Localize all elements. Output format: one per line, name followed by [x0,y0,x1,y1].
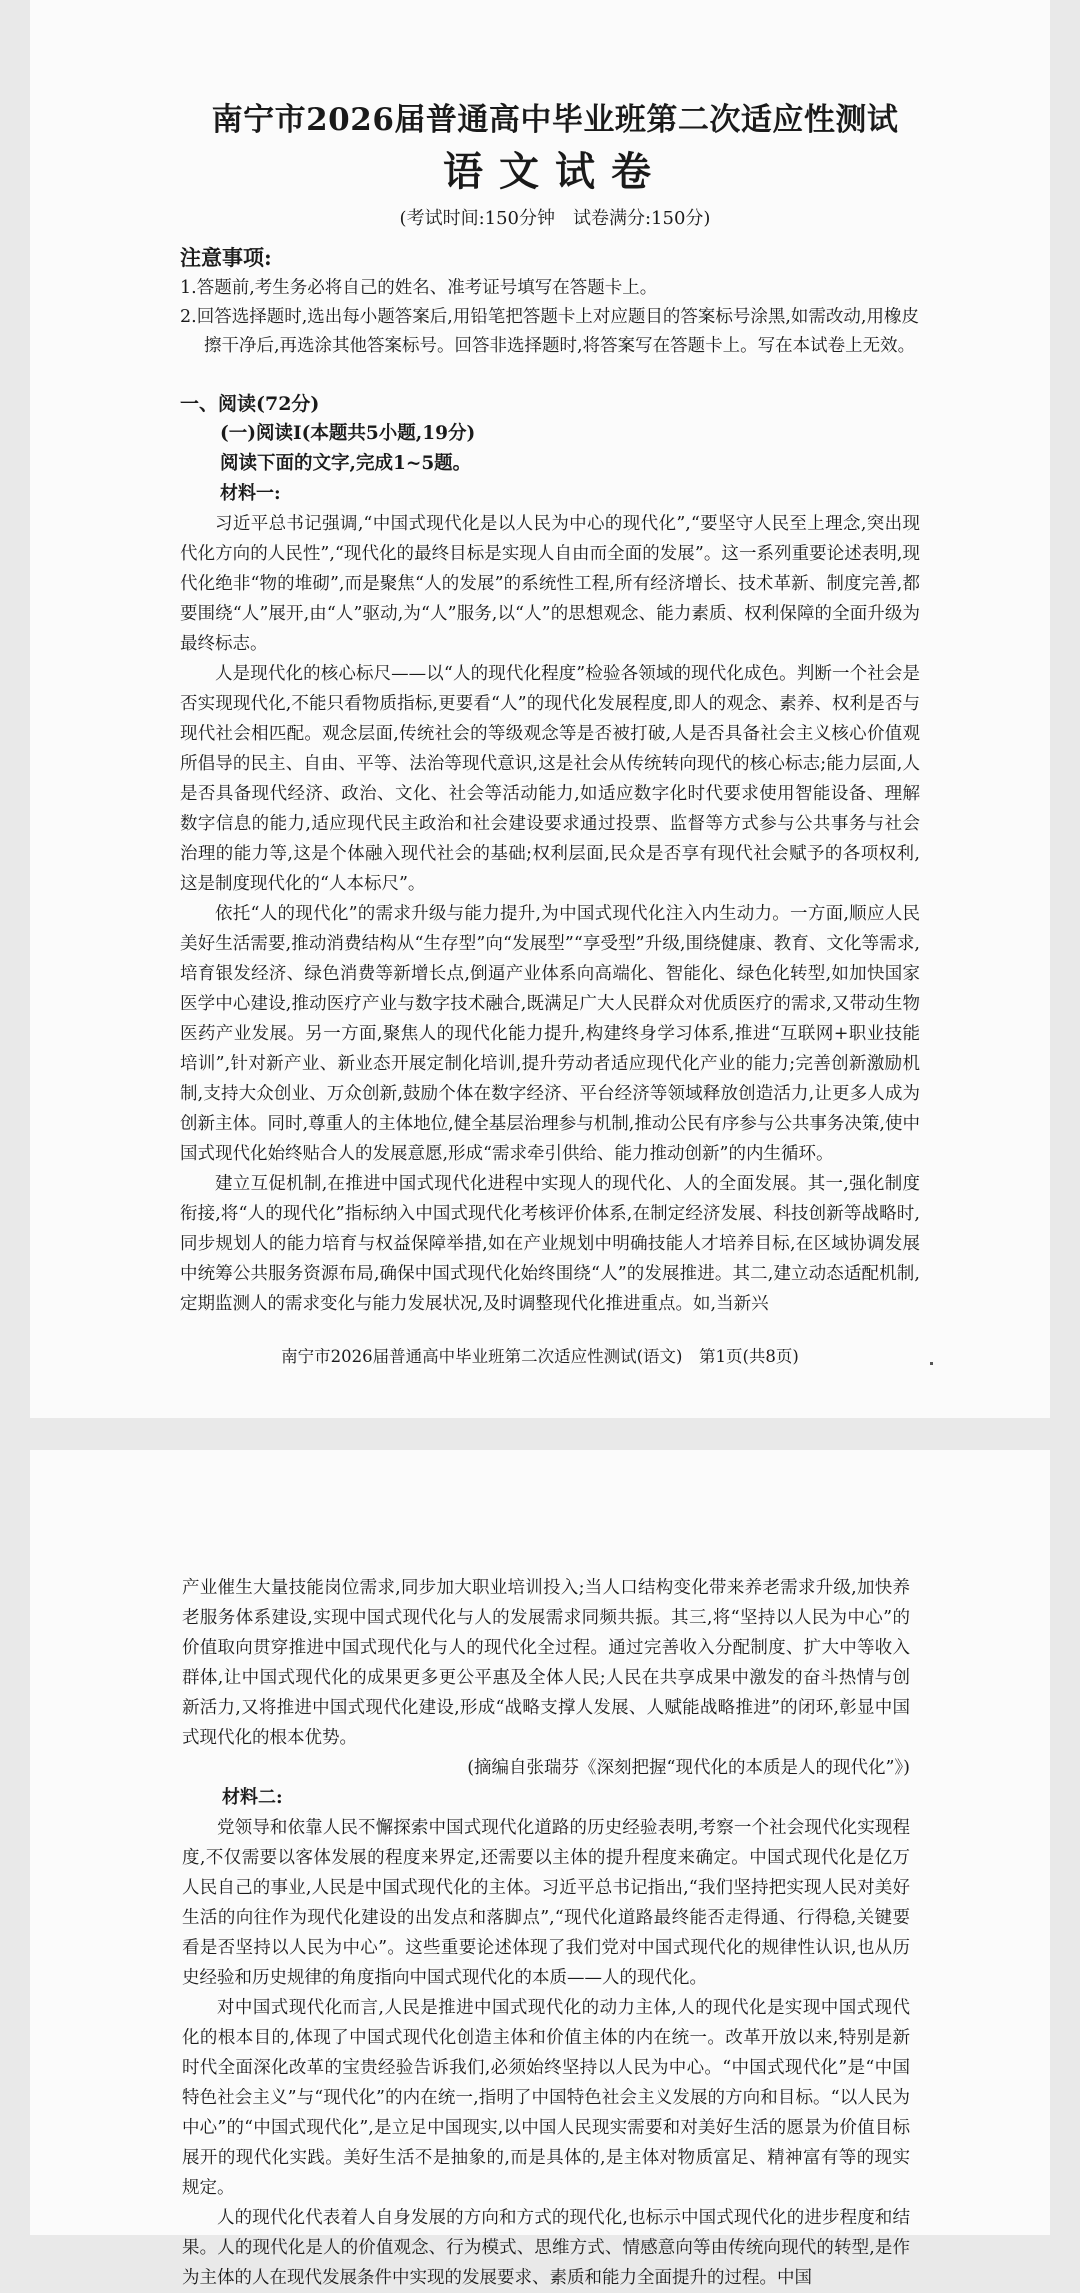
paragraph-continued: 产业催生大量技能岗位需求,同步加大职业培训投入;当人口结构变化带来养老需求升级,加快养老服务体系建设,实现中国式现代化与人的发展需求同频共振。其三,将“坚持以人民为中心”的价值取向贯穿推进中国式现代化与人的现代化全过程。通过完善收入分配制度、扩大中等收入群体,让中国式现代化的成果更多更公平惠及全体人民;人民在共享成果中激发的奋斗热情与创新活力,又将推进中国式现代化建设,形成“战略支撑人发展、人赋能战略推进”的闭环,彰显中国式现代化的根本优势。 [182,1578,910,1748]
exam-title: 南宁市2026届普通高中毕业班第二次适应性测试 [211,102,899,138]
notice-heading: 注意事项: [180,245,272,270]
reading-instruction: 阅读下面的文字,完成1~5题。 [220,453,472,474]
notice-item-1: 1.答题前,考生务必将自己的姓名、准考证号填写在答题卡上。 [180,278,658,298]
exam-time-info: (考试时间:150分钟 试卷满分:150分) [399,208,711,229]
paragraph: 党领导和依靠人民不懈探索中国式现代化道路的历史经验表明,考察一个社会现代化实现程度,不仅需要以客体发展的程度来界定,还需要以主体的提升程度来确定。中国式现代化是亿万人民自己的事业,人民是中国式现代化的主体。习近平总书记指出,“我们坚持把实现人民对美好生活的向往作为现代化建设的出发点和落脚点”,“现代化道路最终能否走得通、行得稳,关键要看是否坚持以人民为中心”。这些重要论述体现了我们党对中国式现代化的规律性认识,也从历史经验和历史规律的角度指向中国式现代化的本质——人的现代化。 [182,1818,910,1988]
sub-section-title: (一)阅读Ⅰ(本题共5小题,19分) [220,423,476,444]
exam-page-1 [30,0,1050,1418]
subject-title: 语文试卷 [443,148,667,195]
exam-page-2 [30,1450,1050,2288]
paragraph: 人是现代化的核心标尺——以“人的现代化程度”检验各领域的现代化成色。判断一个社会是否实现现代化,不能只看物质指标,更要看“人”的现代化发展程度,即人的观念、素养、权利是否与现代社会相匹配。观念层面,传统社会的等级观念等是否被打破,人是否具备社会主义核心价值观所倡导的民主、自由、平等、法治等现代意识,这是社会从传统转向现代的核心标志;能力层面,人是否具备现代经济、政治、文化、社会等活动能力,如适应数字化时代要求使用智能设备、理解数字信息的能力,适应现代民主政治和社会建设要求通过投票、监督等方式参与公共事务与社会治理的能力等,这是个体融入现代社会的基础;权利层面,民众是否享有现代社会赋予的各项权利,这是制度现代化的“人本标尺”。 [180,664,920,894]
page-footer: 南宁市2026届普通高中毕业班第二次适应性测试(语文) 第1页(共8页) [281,1347,799,1366]
paragraph: 依托“人的现代化”的需求升级与能力提升,为中国式现代化注入内生动力。一方面,顺应人民美好生活需要,推动消费结构从“生存型”向“发展型”“享受型”升级,围绕健康、教育、文化等需求,培育银发经济、绿色消费等新增长点,倒逼产业体系向高端化、智能化、绿色化转型,如加快国家医学中心建设,推动医疗产业与数字技术融合,既满足广大人民群众对优质医疗的需求,又带动生物医药产业发展。另一方面,聚焦人的现代化能力提升,构建终身学习体系,推进“互联网+职业技能培训”,针对新产业、新业态开展定制化培训,提升劳动者适应现代化产业的能力;完善创新激励机制,支持大众创业、万众创新,鼓励个体在数字经济、平台经济等领域释放创造活力,让更多人成为创新主体。同时,尊重人的主体地位,健全基层治理参与机制,推动公民有序参与公共事务决策,使中国式现代化始终贴合人的发展意愿,形成“需求牵引供给、能力推动创新”的内生循环。 [180,904,920,1164]
paragraph: 建立互促机制,在推进中国式现代化进程中实现人的现代化、人的全面发展。其一,强化制度衔接,将“人的现代化”指标纳入中国式现代化考核评价体系,在制定经济发展、科技创新等战略时,同步规划人的能力培育与权益保障举措,如在产业规划中明确技能人才培养目标,在区域协调发展中统筹公共服务资源布局,确保中国式现代化始终围绕“人”的发展推进。其二,建立动态适配机制,定期监测人的需求变化与能力发展状况,及时调整现代化推进重点。如,当新兴 [180,1174,920,1314]
notice-item-2: 2.回答选择题时,选出每小题答案后,用铅笔把答题卡上对应题目的答案标号涂黑,如需改动,用橡皮擦干净后,再选涂其他答案标号。回答非选择题时,将答案写在答题卡上。写在本试卷上无效。 [180,307,919,356]
material-2-label: 材料二: [222,1787,283,1808]
source-citation: (摘编自张瑞芬《深刻把握“现代化的本质是人的现代化”》) [467,1758,910,1778]
section-title: 一、阅读(72分) [180,393,320,415]
paragraph: 人的现代化代表着人自身发展的方向和方式的现代化,也标示中国式现代化的进步程度和结果。人的现代化是人的价值观念、行为模式、思维方式、情感意向等由传统向现代的转型,是作为主体的人在现代发展条件中实现的发展要求、素质和能力全面提升的过程。中国 [182,2208,910,2288]
material-1-label: 材料一: [220,483,281,504]
paragraph: 对中国式现代化而言,人民是推进中国式现代化的动力主体,人的现代化是实现中国式现代化的根本目的,体现了中国式现代化创造主体和价值主体的内在统一。改革开放以来,特别是新时代全面深化改革的宝贵经验告诉我们,必须始终坚持以人民为中心。“中国式现代化”是“中国特色社会主义”与“现代化”的内在统一,指明了中国特色社会主义发展的方向和目标。“以人民为中心”的“中国式现代化”,是立足中国现实,以中国人民现实需要和对美好生活的愿景为价值目标展开的现代化实践。美好生活不是抽象的,而是具体的,是主体对物质富足、精神富有等的现实规定。 [182,1998,910,2198]
paragraph: 习近平总书记强调,“中国式现代化是以人民为中心的现代化”,“要坚守人民至上理念,突出现代化方向的人民性”,“现代化的最终目标是实现人自由而全面的发展”。这一系列重要论述表明,现代化绝非“物的堆砌”,而是聚焦“人的发展”的系统性工程,所有经济增长、技术革新、制度完善,都要围绕“人”展开,由“人”驱动,为“人”服务,以“人”的思想观念、能力素质、权利保障的全面升级为最终标志。 [180,514,920,654]
scan-dot [930,1362,933,1365]
